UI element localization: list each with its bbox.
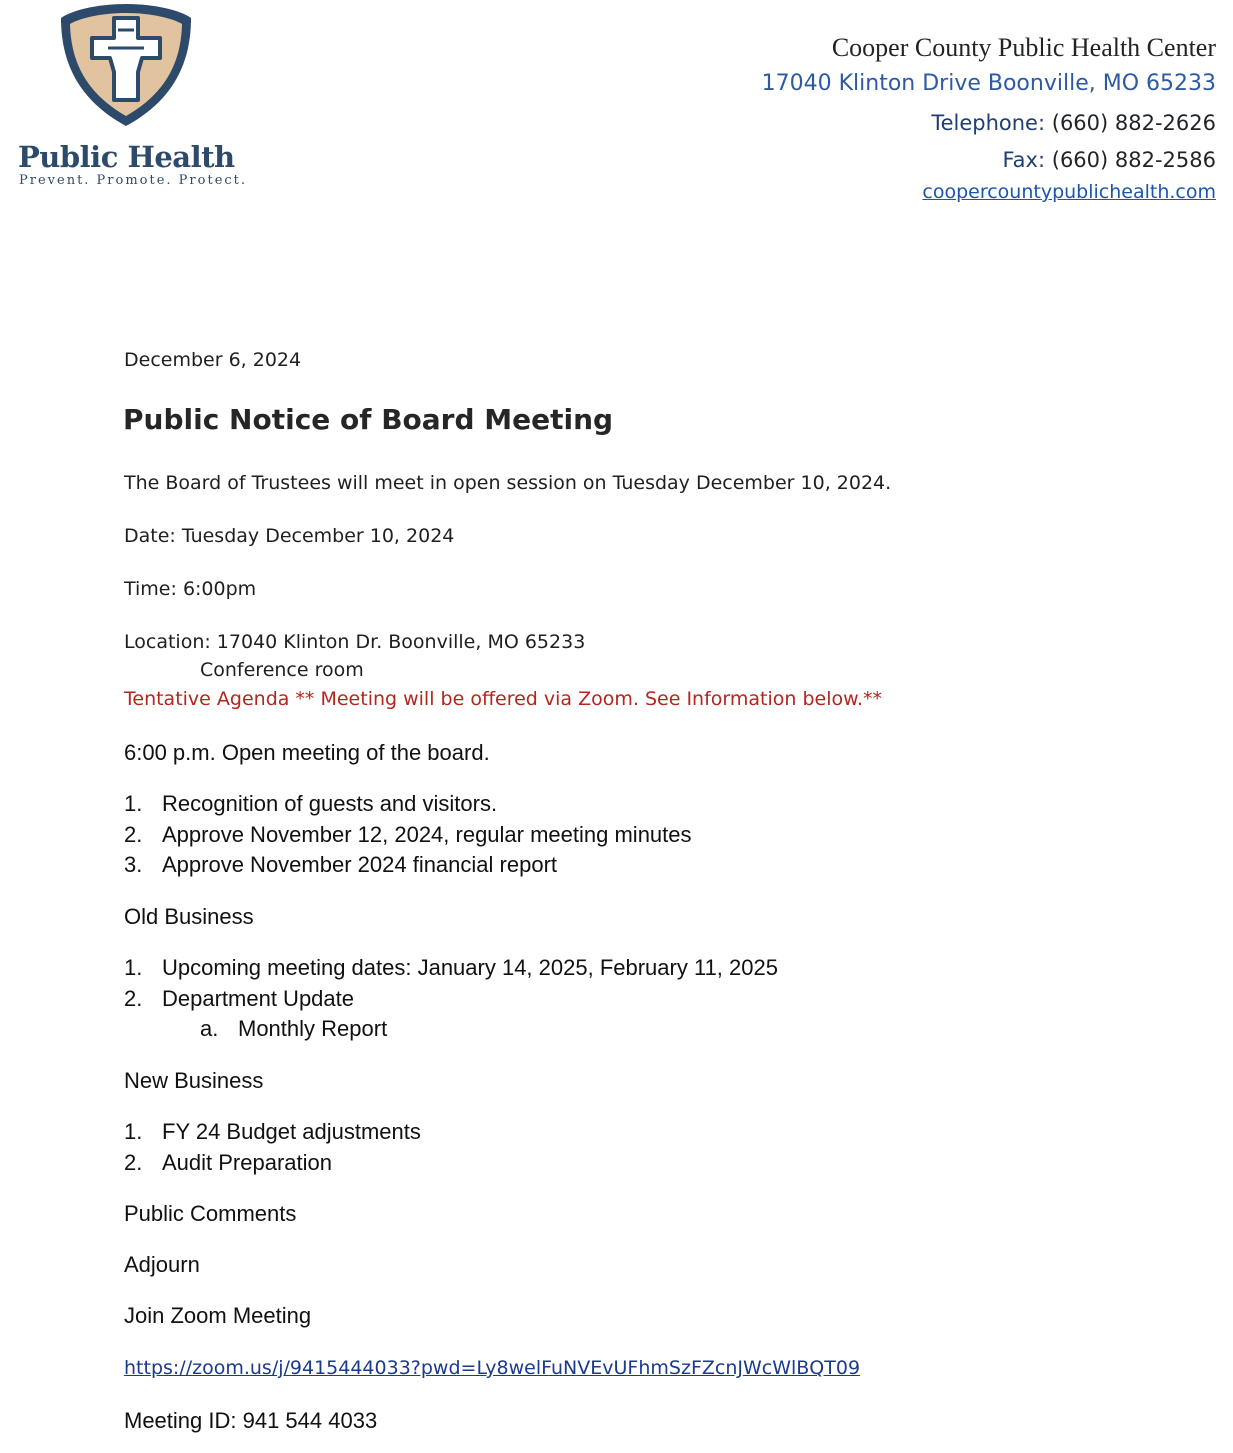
list-item — [124, 822, 692, 848]
list-text: Approve November 12, 2024, regular meeting minutes — [162, 822, 692, 847]
organization-name: Cooper County Public Health Center — [831, 33, 1216, 62]
telephone-label: Telephone: — [931, 111, 1046, 135]
list-text: Approve November 2024 financial report — [162, 852, 558, 877]
page-title: Public Notice of Board Meeting — [123, 403, 614, 436]
shield-cross-icon — [58, 2, 194, 128]
tentative-agenda-note: Tentative Agenda ** Meeting will be offered via Zoom. See Information below.** — [124, 688, 882, 710]
fax-number: (660) 882-2586 — [1051, 148, 1216, 172]
telephone-line — [931, 111, 1216, 135]
list-text: Monthly Report — [238, 1016, 388, 1041]
meeting-location: Location: 17040 Klinton Dr. Boonville, MO 65233 — [124, 631, 586, 653]
zoom-meeting-id: Meeting ID: 941 544 4033 — [124, 1408, 378, 1433]
fax-line — [1003, 148, 1216, 172]
list-text: Department Update — [162, 986, 354, 1011]
list-number: 1. — [124, 955, 143, 980]
zoom-heading: Join Zoom Meeting — [124, 1303, 312, 1328]
public-comments: Public Comments — [124, 1201, 297, 1226]
list-number: 1. — [124, 1119, 143, 1144]
logo-tagline: Prevent. Promote. Protect. — [19, 173, 248, 188]
list-item — [124, 852, 557, 878]
fax-label: Fax: — [1002, 148, 1046, 172]
list-text: Recognition of guests and visitors. — [162, 791, 498, 816]
old-business-heading: Old Business — [124, 904, 254, 929]
list-text: FY 24 Budget adjustments — [162, 1119, 421, 1144]
list-text: Upcoming meeting dates: January 14, 2025, February 11, 2025 — [162, 955, 778, 980]
list-number: 3. — [124, 852, 143, 877]
meeting-time: Time: 6:00pm — [124, 578, 257, 600]
meeting-room: Conference room — [200, 659, 364, 681]
organization-address: 17040 Klinton Drive Boonville, MO 65233 — [761, 71, 1216, 96]
telephone-number: (660) 882-2626 — [1051, 111, 1216, 135]
logo-name: Public Health — [18, 140, 235, 174]
list-subitem — [200, 1016, 387, 1042]
list-item — [124, 791, 497, 817]
notice-date: December 6, 2024 — [124, 349, 302, 371]
list-letter: a. — [200, 1016, 219, 1041]
list-item — [124, 1119, 421, 1145]
list-item — [124, 986, 354, 1012]
agenda-open: 6:00 p.m. Open meeting of the board. — [124, 740, 490, 765]
website-link[interactable]: coopercountypublichealth.com — [922, 181, 1216, 203]
list-number: 2. — [124, 1150, 143, 1175]
list-text: Audit Preparation — [162, 1150, 332, 1175]
list-item — [124, 1150, 332, 1176]
intro-text: The Board of Trustees will meet in open session on Tuesday December 10, 2024. — [124, 472, 892, 494]
adjourn: Adjourn — [124, 1252, 200, 1277]
list-number: 2. — [124, 822, 143, 847]
list-number: 1. — [124, 791, 143, 816]
meeting-date: Date: Tuesday December 10, 2024 — [124, 525, 455, 547]
list-number: 2. — [124, 986, 143, 1011]
list-item — [124, 955, 778, 981]
public-health-logo — [18, 2, 248, 192]
zoom-link[interactable]: https://zoom.us/j/9415444033?pwd=Ly8welFuNVEvUFhmSzFZcnJWcWlBQT09 — [124, 1357, 861, 1379]
new-business-heading: New Business — [124, 1068, 264, 1093]
